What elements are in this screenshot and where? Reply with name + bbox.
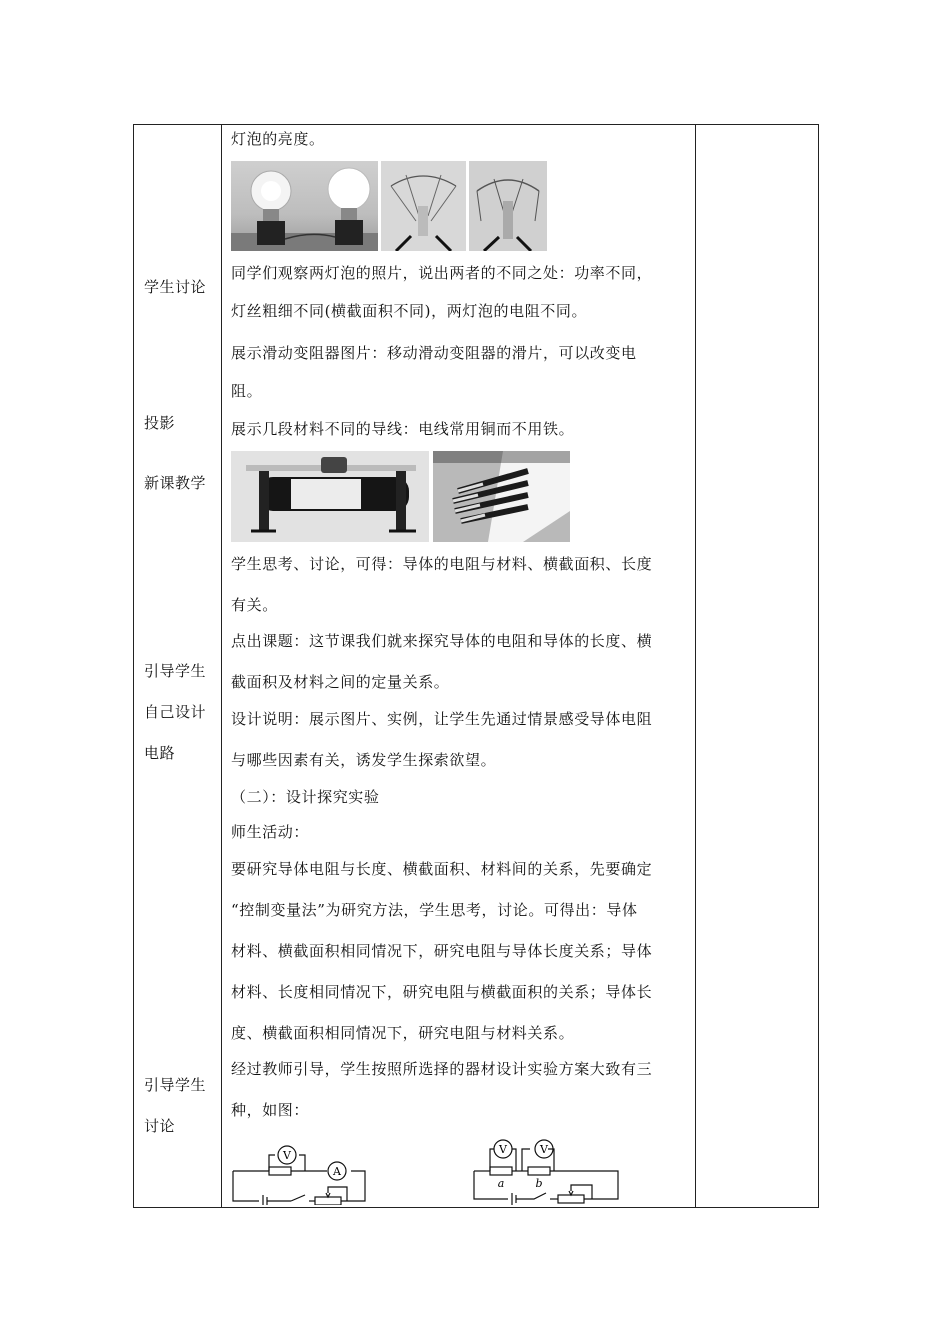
text-bulb-brightness: 灯泡的亮度。 xyxy=(231,130,325,148)
photo-filament-2 xyxy=(469,161,547,251)
paragraph-control-variable-line-5: 度、横截面积相同情况下，研究电阻与材料关系。 xyxy=(231,1024,575,1042)
voltmeter-label-1: V xyxy=(283,1149,291,1162)
label-guide-discussion-line-2: 讨论 xyxy=(144,1117,176,1135)
paragraph-design-note-line-1: 设计说明：展示图片、实例，让学生先通过情景感受导体电阻 xyxy=(231,710,653,728)
voltmeter-label-2b: V xyxy=(540,1143,548,1156)
label-guide-design-line-3: 电路 xyxy=(144,744,176,762)
paragraph-student-conclusion-line-1: 学生思考、讨论，可得：导体的电阻与材料、横截面积、长度 xyxy=(231,555,653,573)
paragraph-student-conclusion xyxy=(231,554,691,615)
resistor-b-label: b xyxy=(535,1177,543,1190)
section-heading-experiment: （二）：设计探究实验 xyxy=(231,788,380,806)
paragraph-rheostat-line-2: 阻。 xyxy=(231,382,263,400)
paragraph-design-schemes xyxy=(231,1059,691,1120)
label-guide-discussion xyxy=(144,1075,206,1136)
resistor-a-label: a xyxy=(497,1177,505,1190)
paragraph-wires: 展示几段材料不同的导线：电线常用铜而不用铁。 xyxy=(231,420,575,438)
label-student-discussion: 学生讨论 xyxy=(144,278,207,296)
paragraph-bulb-comparison-line-2: 灯丝粗细不同(横截面积不同)，两灯泡的电阻不同。 xyxy=(231,302,588,320)
circuit-diagram-2 xyxy=(472,1131,622,1205)
teacher-student-activity: 师生活动： xyxy=(231,823,310,841)
photo-rheostat xyxy=(231,451,429,542)
column-divider-1 xyxy=(221,125,222,1207)
label-projection: 投影 xyxy=(144,414,176,432)
voltmeter-label-2a: V xyxy=(499,1143,507,1156)
lesson-table xyxy=(133,124,819,1208)
photo-wires xyxy=(433,451,570,542)
photo-two-bulbs xyxy=(231,161,378,251)
label-guide-design xyxy=(144,661,206,763)
paragraph-design-note-line-2: 与哪些因素有关，诱发学生探索欲望。 xyxy=(231,751,497,769)
paragraph-control-variable-line-4: 材料、长度相同情况下，研究电阻与横截面积的关系；导体长 xyxy=(231,983,653,1001)
label-guide-design-line-2: 自己设计 xyxy=(144,703,207,721)
paragraph-topic-line-1: 点出课题：这节课我们就来探究导体的电阻和导体的长度、横 xyxy=(231,632,653,650)
paragraph-rheostat xyxy=(231,343,691,401)
paragraph-design-schemes-line-2: 种，如图： xyxy=(231,1101,310,1119)
paragraph-student-conclusion-line-2: 有关。 xyxy=(231,596,278,614)
label-new-lesson: 新课教学 xyxy=(144,474,207,492)
paragraph-rheostat-line-1: 展示滑动变阻器图片：移动滑动变阻器的滑片，可以改变电 xyxy=(231,344,637,362)
paragraph-design-schemes-line-1: 经过教师引导，学生按照所选择的器材设计实验方案大致有三 xyxy=(231,1060,653,1078)
paragraph-control-variable-line-2: “控制变量法”为研究方法，学生思考，讨论。可得出：导体 xyxy=(231,901,638,919)
paragraph-control-variable-line-1: 要研究导体电阻与长度、横截面积、材料间的关系，先要确定 xyxy=(231,860,653,878)
column-divider-2 xyxy=(695,125,696,1207)
circuit-diagram-1 xyxy=(231,1131,371,1205)
label-guide-discussion-line-1: 引导学生 xyxy=(144,1076,207,1094)
ammeter-label-1: A xyxy=(333,1165,341,1178)
paragraph-bulb-comparison xyxy=(231,263,691,321)
photo-filament-1 xyxy=(381,161,466,251)
paragraph-topic-line-2: 截面积及材料之间的定量关系。 xyxy=(231,673,450,691)
paragraph-bulb-comparison-line-1: 同学们观察两灯泡的照片，说出两者的不同之处：功率不同， xyxy=(231,264,653,282)
label-guide-design-line-1: 引导学生 xyxy=(144,662,207,680)
paragraph-topic xyxy=(231,631,691,692)
paragraph-design-note xyxy=(231,709,691,770)
paragraph-control-variable-line-3: 材料、横截面积相同情况下，研究电阻与导体长度关系；导体 xyxy=(231,942,653,960)
paragraph-control-variable xyxy=(231,859,691,1043)
